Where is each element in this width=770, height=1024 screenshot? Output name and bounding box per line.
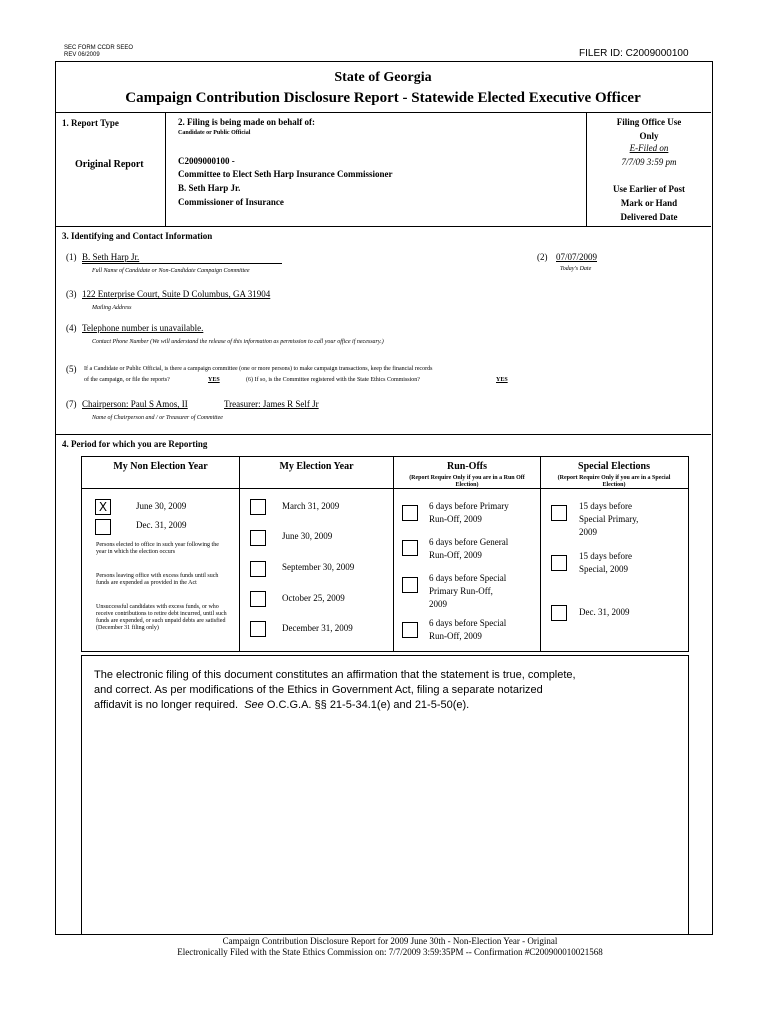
election-december-label: December 31, 2009 xyxy=(282,623,353,633)
election-september-label: September 30, 2009 xyxy=(282,562,355,572)
affirmation-line3: affidavit is no longer required. See O.C.G.A. §§ 21-5-34.1(e) and 21-5-50(e). xyxy=(94,699,470,711)
chair-treasurer-caption: Name of Chairperson and / or Treasurer of Committee xyxy=(92,415,223,421)
item2-num: (2) xyxy=(537,252,548,262)
filing-behalf-sublabel: Candidate or Public Official xyxy=(178,130,251,136)
special-primary-line2: Special Primary, xyxy=(579,514,639,524)
filing-office-use: Filing Office Use xyxy=(616,117,682,127)
filer-id: FILER ID: C2009000100 xyxy=(579,48,689,59)
election-june-label: June 30, 2009 xyxy=(282,531,333,541)
election-october-label: October 25, 2009 xyxy=(282,593,345,603)
candidate-full-name: B. Seth Harp Jr. xyxy=(82,252,140,262)
non-election-dec-label: Dec. 31, 2009 xyxy=(136,520,187,530)
section4-label: 4. Period for which you are Reporting xyxy=(62,439,208,449)
election-march-label: March 31, 2009 xyxy=(282,501,340,511)
mailing-address: 122 Enterprise Court, Suite D Columbus, GA 31904 xyxy=(82,289,271,299)
form-revision: REV 06/2009 xyxy=(64,52,100,58)
election-october-checkbox[interactable] xyxy=(250,591,266,607)
special-primary-line3: 2009 xyxy=(579,527,597,537)
primary-runoff-line1: 6 days before Primary xyxy=(429,501,509,511)
use-earlier-line2: Mark or Hand xyxy=(620,198,678,208)
mailing-address-caption: Mailing Address xyxy=(92,305,132,311)
affirmation-line2: and correct. As per modifications of the Ethics in Government Act, filing a separate notarized xyxy=(94,684,543,696)
footer-line1: Campaign Contribution Disclosure Report for 2009 June 30th - Non-Election Year - Original xyxy=(222,936,558,946)
note-unsuccessful: Unsuccessful candidates with excess funds, or who receive contributions to retire debt incurred, until such funds are expended, or such unpaid debts are satisfied (December 31 filing only) xyxy=(96,604,227,631)
committee-question: If a Candidate or Public Official, is there a campaign committee (one or more persons) to make campaign transactions, keep the financial records xyxy=(84,366,433,372)
item4-num: (4) xyxy=(66,323,77,333)
footer-line2: Electronically Filed with the State Ethics Commission on: 7/7/2009 3:59:35PM -- Confirmation #C200900010021568 xyxy=(177,947,603,957)
runoffs-subheader: (Report Require Only if you are in a Run Off Election) xyxy=(409,475,525,488)
non-election-june-checkbox[interactable]: X xyxy=(95,499,111,515)
special-dec-checkbox[interactable] xyxy=(551,605,567,621)
committee-name: Committee to Elect Seth Harp Insurance Commissioner xyxy=(178,169,393,179)
special-primary-line1: 15 days before xyxy=(579,501,632,511)
efiled-label: E-Filed on xyxy=(629,143,669,153)
special-election-line1: 15 days before xyxy=(579,551,632,561)
filing-behalf-label: 2. Filing is being made on behalf of: xyxy=(178,117,316,127)
item3-num: (3) xyxy=(66,289,77,299)
candidate-name-caption: Full Name of Candidate or Non-Candidate Campaign Committee xyxy=(92,268,250,274)
special-elections-subheader: (Report Require Only if you are in a Special Election) xyxy=(557,475,671,488)
use-earlier-line1: Use Earlier of Post xyxy=(612,184,686,194)
treasurer: Treasurer: James R Self Jr xyxy=(224,399,319,409)
special-elections-header: Special Elections xyxy=(578,461,650,472)
todays-date: 07/07/2009 xyxy=(556,252,598,262)
form-code: SEC FORM CCDR SEEO xyxy=(64,45,134,51)
special-runoff-line1: 6 days before Special xyxy=(429,618,507,628)
primary-runoff-checkbox[interactable] xyxy=(402,505,418,521)
election-year-header: My Election Year xyxy=(279,461,354,472)
efiled-date: 7/7/09 3:59 pm xyxy=(621,157,677,167)
item1-num: (1) xyxy=(66,252,77,262)
non-election-june-label: June 30, 2009 xyxy=(136,501,187,511)
filer-id-line: C2009000100 - xyxy=(178,156,235,166)
special-primary-runoff-line1: 6 days before Special xyxy=(429,573,507,583)
office-name: Commissioner of Insurance xyxy=(178,197,284,207)
election-june-checkbox[interactable] xyxy=(250,530,266,546)
state-title: State of Georgia xyxy=(334,70,432,85)
committee-question-cont: of the campaign, or file the reports? xyxy=(84,377,170,383)
use-earlier-line3: Delivered Date xyxy=(620,212,678,222)
general-runoff-line1: 6 days before General xyxy=(429,537,509,547)
item7-num: (7) xyxy=(66,399,77,409)
filing-office-only: Only xyxy=(639,131,659,141)
registered-question: (6) If so, is the Committee registered with the State Ethics Commission? xyxy=(246,377,420,383)
registered-answer: YES xyxy=(496,377,508,383)
primary-runoff-line2: Run-Off, 2009 xyxy=(429,514,482,524)
special-primary-runoff-line3: 2009 xyxy=(429,599,447,609)
election-september-checkbox[interactable] xyxy=(250,561,266,577)
special-election-checkbox[interactable] xyxy=(551,555,567,571)
general-runoff-line2: Run-Off, 2009 xyxy=(429,550,482,560)
report-title: Campaign Contribution Disclosure Report - Statewide Elected Executive Officer xyxy=(125,90,641,106)
committee-answer: YES xyxy=(208,377,220,383)
special-primary-runoff-line2: Primary Run-Off, xyxy=(429,586,493,596)
item5-num: (5) xyxy=(66,364,77,374)
affirmation-line1: The electronic filing of this document constitutes an affirmation that the statement is true, complete, xyxy=(94,669,576,681)
note-elected: Persons elected to office in such year following the year in which the election occurs xyxy=(96,542,219,555)
chairperson: Chairperson: Paul S Amos, II xyxy=(82,399,188,409)
special-primary-checkbox[interactable] xyxy=(551,505,567,521)
general-runoff-checkbox[interactable] xyxy=(402,540,418,556)
election-december-checkbox[interactable] xyxy=(250,621,266,637)
non-election-dec-checkbox[interactable] xyxy=(95,519,111,535)
report-type-value: Original Report xyxy=(75,159,144,170)
special-primary-runoff-checkbox[interactable] xyxy=(402,577,418,593)
note-leaving-office: Persons leaving office with excess funds until such funds are expended as provided in the Act xyxy=(96,573,219,586)
special-election-line2: Special, 2009 xyxy=(579,564,628,574)
election-march-checkbox[interactable] xyxy=(250,499,266,515)
special-runoff-line2: Run-Off, 2009 xyxy=(429,631,482,641)
special-dec-label: Dec. 31, 2009 xyxy=(579,607,630,617)
report-type-label: 1. Report Type xyxy=(62,118,119,128)
contact-phone: Telephone number is unavailable. xyxy=(82,323,204,333)
candidate-name: B. Seth Harp Jr. xyxy=(178,183,241,193)
runoffs-header: Run-Offs xyxy=(446,461,487,472)
section3-label: 3. Identifying and Contact Information xyxy=(62,231,213,241)
contact-phone-caption: Contact Phone Number (We will understand the release of this information as permission to call your office if necessary.) xyxy=(92,339,384,345)
non-election-year-header: My Non Election Year xyxy=(113,461,208,472)
todays-date-caption: Today's Date xyxy=(560,266,592,272)
special-runoff-checkbox[interactable] xyxy=(402,622,418,638)
